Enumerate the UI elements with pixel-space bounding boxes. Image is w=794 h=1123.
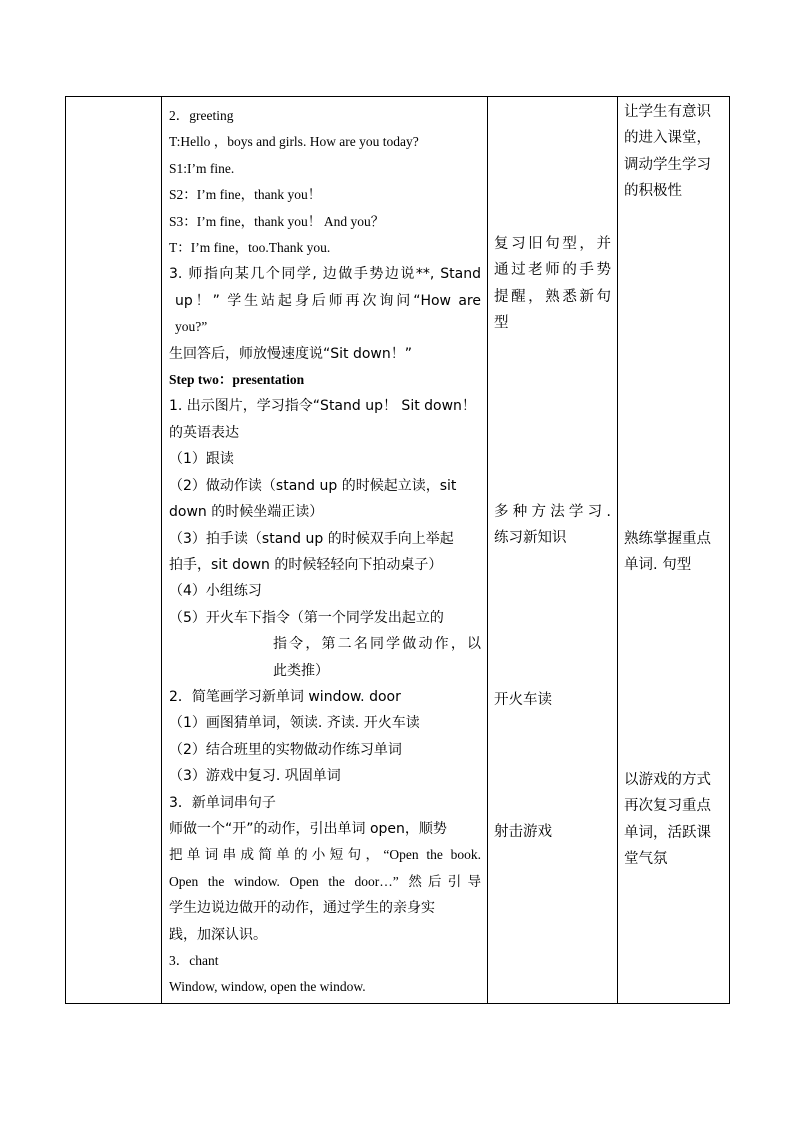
process-line: （5）开火车下指令（第一个同学发出起立的	[169, 609, 444, 626]
process-line: 3．新单词串句子	[169, 794, 276, 811]
note-line: 复习旧句型，并	[494, 236, 611, 252]
process-line: （2）结合班里的实物做动作练习单词	[169, 741, 402, 758]
process-line: （1）跟读	[169, 451, 234, 468]
purpose-master	[624, 526, 723, 579]
note-line: 熟练掌握重点	[624, 531, 711, 547]
purpose-cell	[618, 97, 730, 1004]
process-line: S3：I’m fine，thank you！ And you？	[169, 213, 385, 229]
process-line: T：I’m fine，too.Thank you.	[169, 240, 331, 256]
teaching-process-cell	[162, 97, 488, 1004]
table-row	[66, 97, 730, 1004]
process-line: （4）小组练习	[169, 583, 262, 600]
process-line: 3. 师指向某几个同学, 边做手势边说**, Stand	[169, 266, 481, 283]
note-line: 射击游戏	[494, 824, 552, 840]
process-line: 师做一个“开”的动作，引出单词 open，顺势	[169, 820, 447, 837]
process-line: S1:I’m fine.	[169, 160, 235, 176]
process-line: 此类推）	[273, 662, 329, 679]
process-line: （3）拍手读（stand up 的时候双手向上举起	[169, 530, 454, 547]
process-line: （3）游戏中复习. 巩固单词	[169, 768, 341, 785]
process-line: 的英语表达	[169, 424, 239, 441]
process-line: 把单词串成简单的小短句，“Open the book.	[169, 847, 481, 863]
note-line: 的进入课堂，	[624, 130, 711, 147]
note-line: 练习新知识	[494, 530, 567, 547]
note-line: 调动学生学习	[624, 156, 711, 173]
lesson-plan-table	[65, 96, 730, 1004]
note-line: 再次复习重点	[624, 798, 711, 815]
note-line: 单词，活跃课	[624, 824, 711, 841]
stage-cell	[66, 97, 162, 1004]
process-line: 3．chant	[169, 953, 219, 968]
note-line: 堂气氛	[624, 851, 668, 868]
process-line: 拍手，sit down 的时候轻轻向下拍动桌子）	[169, 556, 443, 573]
process-line: Window, window, open the window.	[169, 979, 366, 995]
process-line: （2）做动作读（stand up 的时候起立读，sit	[169, 477, 457, 494]
note-line: 让学生有意识	[624, 104, 711, 120]
note-line: 提醒，熟悉新句	[494, 288, 611, 305]
process-line: 指令，第二名同学做动作，以	[273, 636, 481, 653]
process-line: T:Hello ，boys and girls. How are you today?	[169, 134, 419, 150]
teacher-notes-cell	[488, 97, 618, 1004]
process-line: up！” 学生站起身后师再次询问“How are	[175, 292, 481, 309]
process-line: 2．简笔画学习新单词 window. door	[169, 688, 401, 705]
note-game	[494, 819, 611, 845]
process-line: 1. 出示图片，学习指令“Stand up！ Sit down！	[169, 398, 476, 415]
purpose-intro	[624, 99, 723, 205]
note-line: 多种方法学习.	[494, 504, 611, 520]
note-review	[494, 231, 611, 337]
process-line: down 的时候坐端正读）	[169, 504, 324, 521]
note-line: 单词. 句型	[624, 557, 692, 574]
process-line: 践，加深认识。	[169, 926, 267, 943]
purpose-review	[624, 767, 723, 873]
process-line: you?”	[175, 319, 208, 335]
note-line: 以游戏的方式	[624, 772, 711, 788]
note-line: 通过老师的手势	[494, 262, 611, 279]
process-line: 2．greeting	[169, 108, 234, 123]
process-line: 学生边说边做开的动作，通过学生的亲身实	[169, 900, 435, 917]
process-line: （1）画图猜单词，领读. 齐读. 开火车读	[169, 715, 420, 732]
note-train	[494, 687, 611, 713]
process-line: S2：I’m fine，thank you！	[169, 187, 322, 203]
note-line: 开火车读	[494, 692, 552, 708]
note-line: 型	[494, 315, 509, 332]
process-heading: Step two：presentation	[169, 372, 305, 388]
note-practice	[494, 499, 611, 552]
process-line: Open the window. Open the door…” 然后引导	[169, 873, 481, 889]
process-line: 生回答后，师放慢速度说“Sit down！”	[169, 345, 412, 362]
note-line: 的积极性	[624, 183, 682, 200]
